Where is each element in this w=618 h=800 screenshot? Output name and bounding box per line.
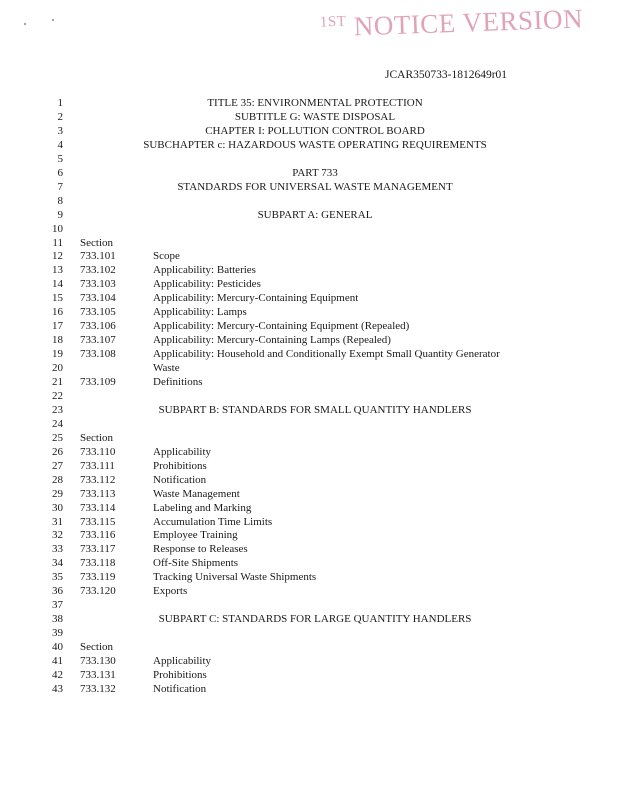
scan-speck [52,19,54,21]
section-title: Applicability [153,655,212,667]
line-number: 29 [52,487,63,500]
line-number: 32 [52,529,63,542]
line-number: 11 [52,236,63,249]
line-number: 16 [52,306,63,319]
heading-line [0,166,618,180]
section-row [0,319,618,333]
line-number: 40 [52,641,63,654]
blank-line [0,152,618,166]
section-number: 733.119 [80,571,116,584]
section-number: 733.118 [80,557,116,570]
line-number: 30 [52,501,63,514]
line-number: 23 [52,403,63,416]
line-number: 2 [57,110,63,123]
section-title: Accumulation Time Limits [153,515,273,528]
section-number: 733.116 [80,529,116,542]
line-number: 36 [52,585,63,598]
section-title: Notification [153,473,207,486]
section-title: Employee Training [153,529,238,542]
section-label: Section [80,641,113,654]
section-title: Response to Releases [153,543,248,556]
line-number: 22 [52,389,63,402]
heading-text: SUBPART A: GENERAL [257,208,373,221]
section-title: Tracking Universal Waste Shipments [153,571,317,584]
section-title: Notification [153,682,207,695]
section-title: Exports [153,585,188,598]
line-number: 18 [52,334,63,347]
line-number: 21 [52,376,63,388]
line-number: 38 [52,613,63,626]
heading-text: SUBPART C: STANDARDS FOR LARGE QUANTITY HANDLERS [158,613,472,626]
scan-speck [24,23,26,25]
section-row [0,556,618,570]
section-number: 733.106 [80,320,116,333]
line-number: 28 [52,473,63,486]
section-row [0,459,618,473]
heading-text: SUBCHAPTER c: HAZARDOUS WASTE OPERATING REQUIREMENTS [143,138,487,151]
section-label: Section [80,236,113,249]
line-number: 25 [52,431,63,444]
section-title: Applicability: Mercury-Containing Equipment [153,292,359,305]
section-row [0,291,618,305]
section-title: Waste Management [153,487,240,500]
line-number: 14 [52,278,63,291]
section-row [0,515,618,529]
line-number: 39 [52,627,63,640]
line-number: 34 [52,557,63,570]
heading-text: SUBPART B: STANDARDS FOR SMALL QUANTITY HANDLERS [158,403,472,416]
heading-line [0,180,618,194]
section-title: Applicability: Batteries [153,264,256,277]
heading-text: CHAPTER I: POLLUTION CONTROL BOARD [205,124,425,137]
section-row [0,528,618,542]
section-title: Waste [153,362,180,375]
section-title: Applicability: Mercury-Containing Lamps (Repealed) [153,334,391,347]
section-number: 733.105 [80,306,116,319]
line-number: 15 [52,292,63,305]
section-title: Scope [153,250,180,263]
heading-line [0,110,618,124]
heading-text: PART 733 [292,166,338,179]
line-number: 17 [52,320,63,333]
line-number: 26 [52,445,63,458]
section-header [0,431,618,445]
section-row [0,487,618,501]
line-number: 19 [52,348,63,361]
document-id: JCAR350733-1812649r01 [385,69,508,81]
section-number: 733.120 [80,585,116,598]
section-number: 733.107 [80,334,116,347]
section-number: 733.111 [80,459,115,472]
section-row [0,445,618,459]
heading-line [0,208,618,222]
section-label: Section [80,431,113,444]
heading-line [0,96,618,110]
section-row [0,654,618,668]
section-row [0,375,618,389]
section-number: 733.131 [80,668,116,681]
section-row [0,305,618,319]
section-row [0,249,618,263]
heading-text: TITLE 35: ENVIRONMENTAL PROTECTION [207,97,423,109]
line-number: 5 [57,152,63,165]
section-row [0,584,618,598]
section-row [0,682,618,696]
blank-line [0,417,618,431]
section-number: 733.117 [80,543,116,556]
section-number: 733.108 [80,348,116,361]
section-number: 733.130 [80,655,116,667]
section-title: Applicability: Lamps [153,306,247,319]
section-row [0,668,618,682]
heading-line [0,138,618,152]
section-row [0,501,618,515]
line-number: 4 [57,138,63,151]
section-row [0,333,618,347]
section-title: Applicability: Pesticides [153,278,261,291]
section-number: 733.101 [80,250,116,263]
line-number: 27 [52,459,63,472]
line-number: 8 [57,194,63,207]
section-title: Definitions [153,376,203,388]
line-number: 12 [52,250,63,263]
line-number: 1 [57,97,63,109]
line-number: 33 [52,543,63,556]
blank-line [0,389,618,403]
line-number: 35 [52,571,63,584]
line-number: 31 [52,515,63,528]
section-title: Applicability: Household and Conditionally Exempt Small Quantity Generator [153,348,500,361]
line-number: 20 [52,362,63,375]
section-row [0,542,618,556]
line-number: 24 [52,417,63,430]
line-number: 3 [57,124,63,137]
section-row [0,570,618,584]
heading-line [0,124,618,138]
stamp-text: NOTICE VERSION [353,3,584,42]
notice-stamp [320,3,584,43]
stamp-ordinal: 1ST [319,13,347,31]
blank-line [0,194,618,208]
line-number: 13 [52,264,63,277]
section-title: Off-Site Shipments [153,557,239,570]
section-number: 733.110 [80,445,116,458]
line-number: 7 [57,180,63,193]
section-title: Prohibitions [153,668,207,681]
line-number: 42 [52,668,63,681]
section-number: 733.113 [80,487,116,500]
section-number: 733.132 [80,682,116,695]
line-number: 9 [57,208,63,221]
section-row [0,277,618,291]
section-title: Labeling and Marking [153,501,252,514]
section-header [0,236,618,250]
line-number: 41 [52,655,63,667]
blank-line [0,626,618,640]
subpart-c-title [0,612,618,626]
subpart-b-title [0,403,618,417]
heading-text: SUBTITLE G: WASTE DISPOSAL [234,110,396,123]
line-number: 10 [52,222,63,235]
section-number: 733.109 [80,376,116,388]
section-number: 733.115 [80,515,116,528]
section-row [0,263,618,277]
line-number: 37 [52,599,63,612]
section-row [0,473,618,487]
section-number: 733.114 [80,501,116,514]
heading-text: STANDARDS FOR UNIVERSAL WASTE MANAGEMENT [177,180,453,193]
section-number: 733.104 [80,292,116,305]
section-number: 733.103 [80,278,116,291]
section-header [0,640,618,654]
section-title: Applicability: Mercury-Containing Equipment (Repealed) [153,320,410,333]
blank-line [0,222,618,236]
section-row [0,361,618,375]
section-number: 733.112 [80,473,116,486]
line-number: 43 [52,682,63,695]
section-number: 733.102 [80,264,116,277]
section-title: Applicability [153,445,212,458]
blank-line [0,598,618,612]
section-row [0,347,618,361]
section-title: Prohibitions [153,459,207,472]
line-number: 6 [57,166,63,179]
